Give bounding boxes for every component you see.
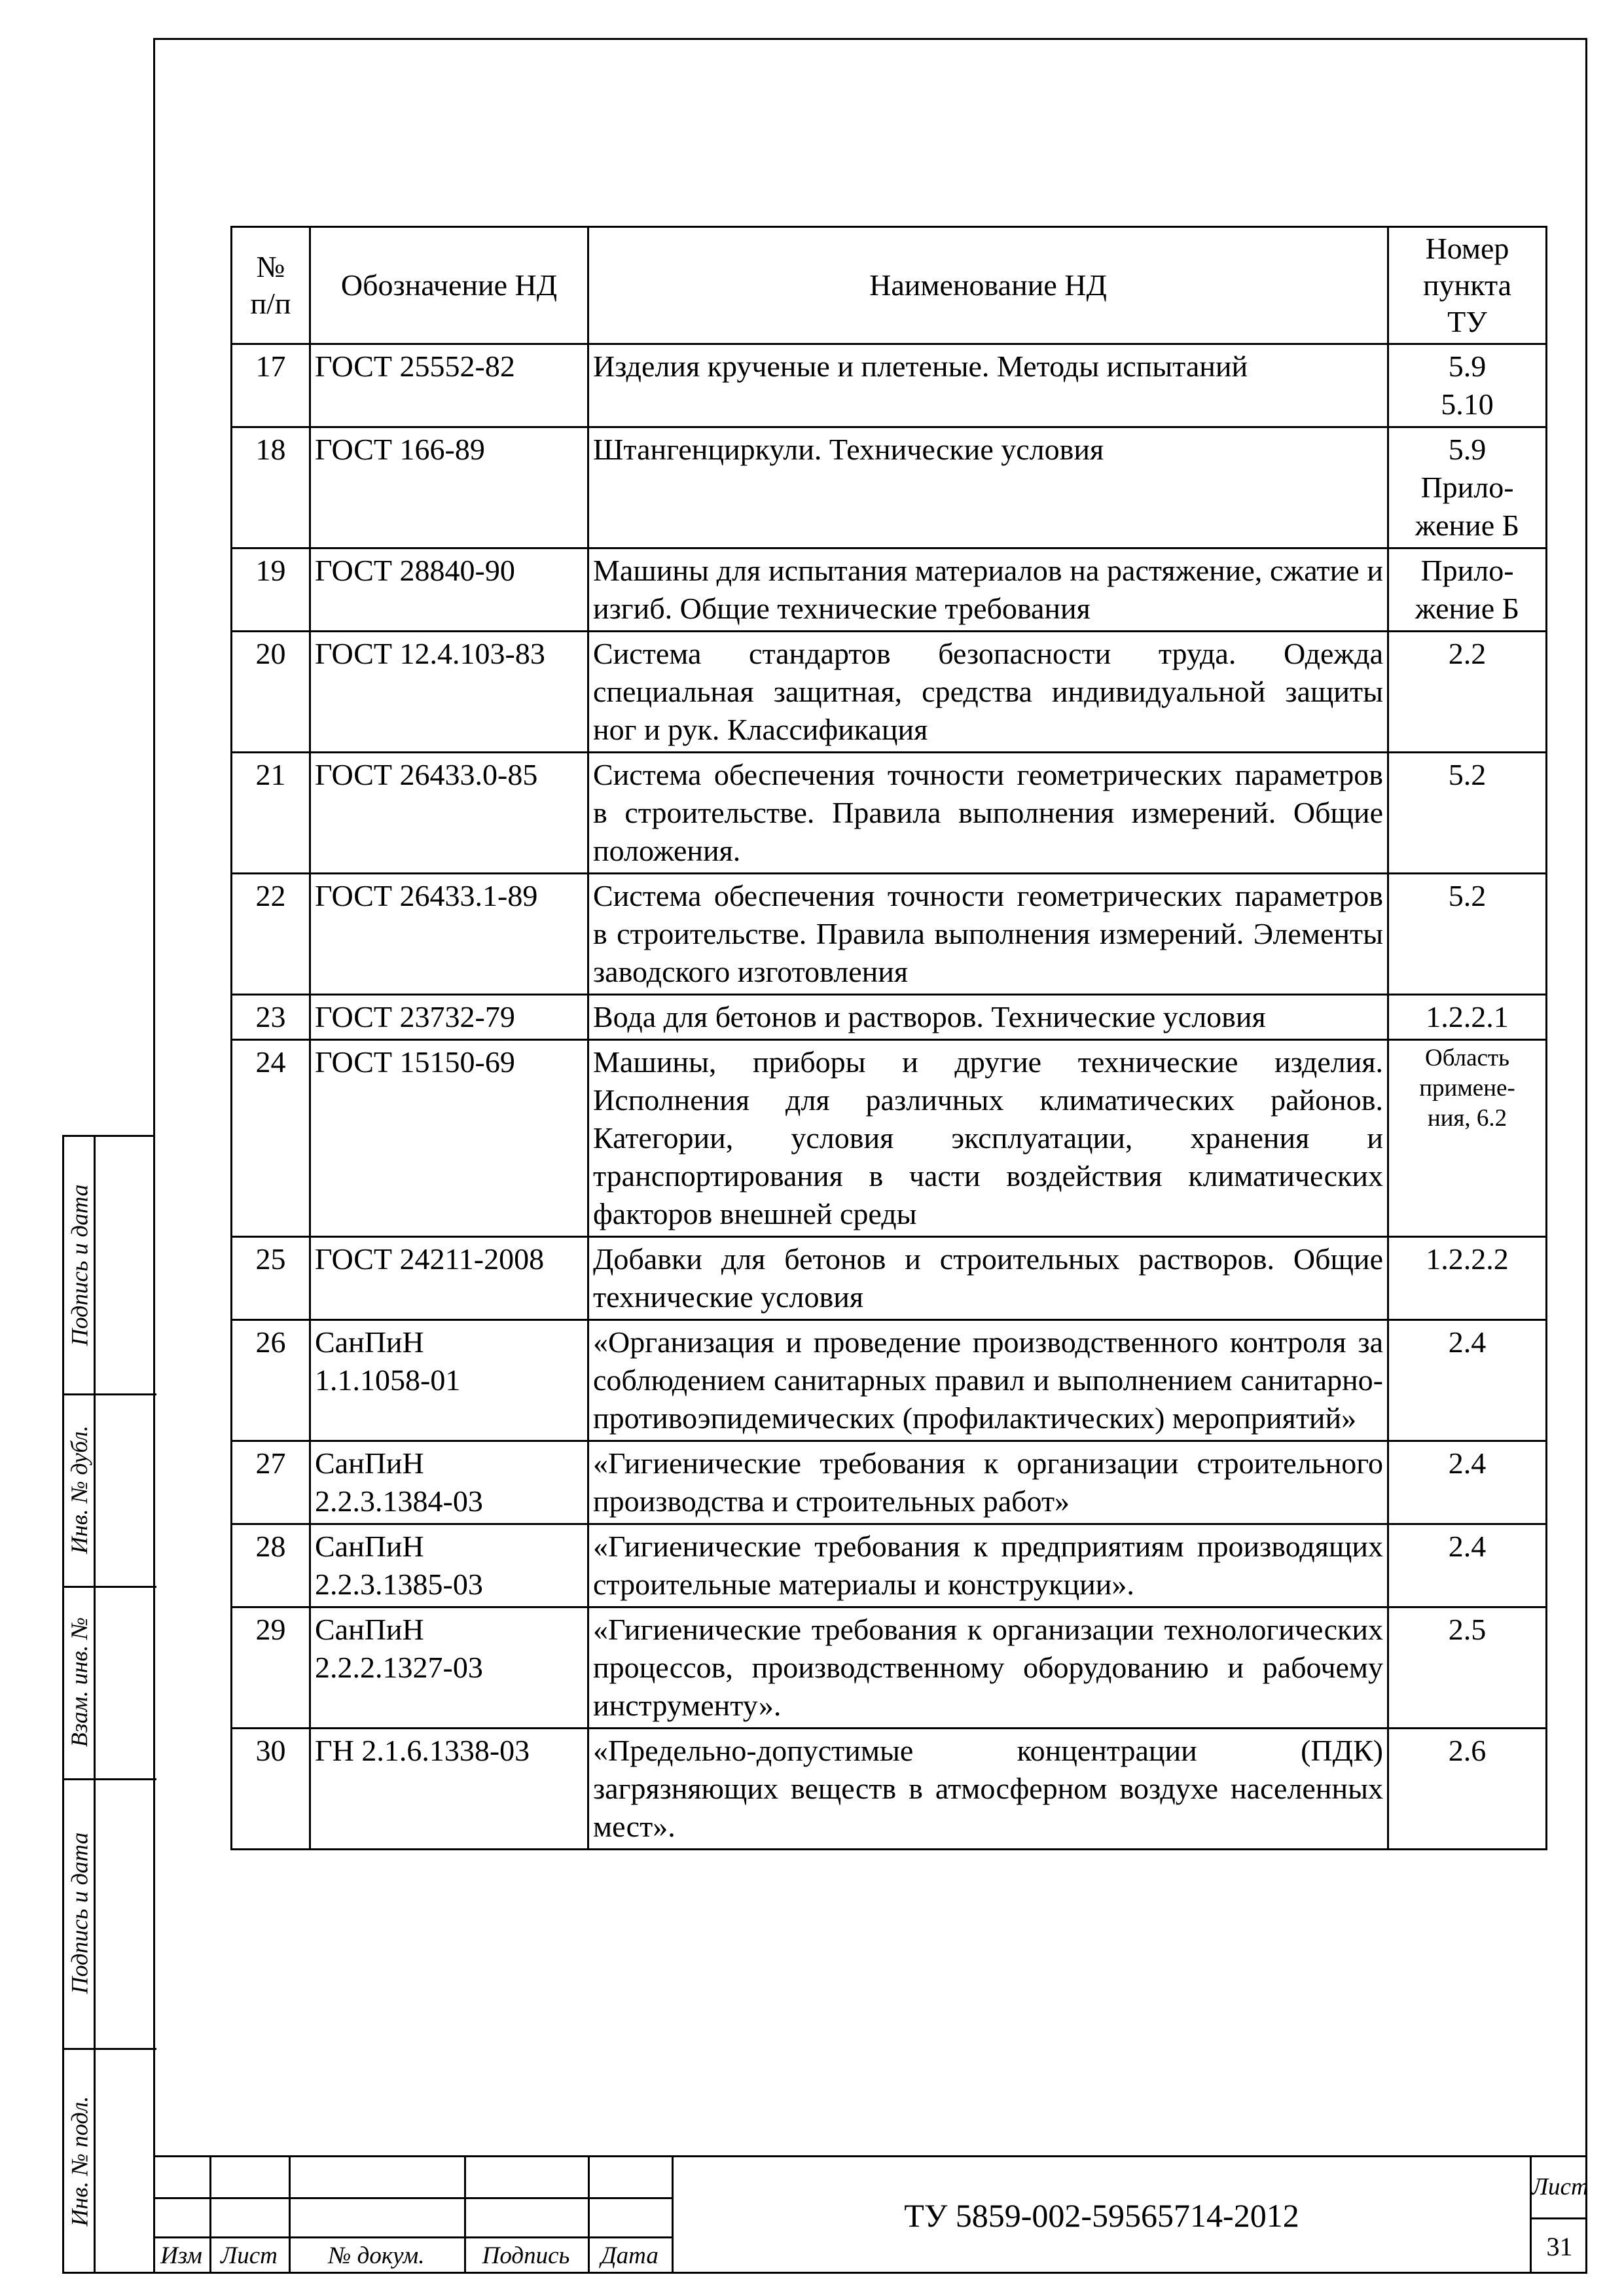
document-name-cell: Система стандартов безопасности труда. Одежда специальная защитная, средства индивидуальной защиты ног и рук. Классификация (588, 632, 1388, 753)
row-number: 25 (232, 1237, 310, 1320)
clause-line: жение Б (1415, 509, 1520, 542)
clause-line: ния, 6.2 (1427, 1105, 1507, 1132)
designation-line: ГОСТ 26433.0-85 (315, 758, 538, 791)
clause-line: 1.2.2.2 (1426, 1242, 1509, 1276)
designation-line: 2.2.3.1385-03 (315, 1568, 483, 1601)
table-row (232, 1729, 1547, 1850)
row-number: 18 (232, 427, 310, 548)
document-name-cell: «Организация и проведение производственного контроля за соблюдением санитарных правил и выполнением санитарно-противоэпидемических (профилактических) мероприятий» (588, 1320, 1388, 1441)
header-number: № п/п (232, 227, 310, 344)
document-designation-cell (310, 1237, 588, 1320)
document-name-cell: «Гигиенические требования к предприятиям производящих строительные материалы и конструкции». (588, 1524, 1388, 1607)
row-number: 19 (232, 548, 310, 632)
table-row (232, 1607, 1547, 1729)
clause-number-cell (1388, 1441, 1547, 1524)
table-row (232, 753, 1547, 874)
clause-number-cell (1388, 1040, 1547, 1237)
clause-line: примене- (1419, 1075, 1515, 1102)
table-row (232, 874, 1547, 995)
clause-line: 2.5 (1448, 1613, 1487, 1646)
designation-line: СанПиН (315, 1325, 424, 1359)
row-number: 20 (232, 632, 310, 753)
document-name-cell: Штангенциркули. Технические условия (588, 427, 1388, 548)
designation-line: ГОСТ 15150-69 (315, 1045, 515, 1079)
designation-line: ГОСТ 25552-82 (315, 350, 515, 383)
designation-line: СанПиН (315, 1530, 424, 1563)
table-row (232, 1040, 1547, 1237)
title-block (153, 2155, 1587, 2274)
clause-number-cell (1388, 1524, 1547, 1607)
sheet-label: Лист (1532, 2174, 1589, 2200)
document-name-cell: Машины для испытания материалов на растяжение, сжатие и изгиб. Общие технические требования (588, 548, 1388, 632)
row-number: 29 (232, 1607, 310, 1729)
row-number: 23 (232, 995, 310, 1040)
designation-line: ГОСТ 23732-79 (315, 1000, 515, 1033)
row-number: 26 (232, 1320, 310, 1441)
document-designation-cell (310, 1040, 588, 1237)
document-designation-cell (310, 874, 588, 995)
document-designation-cell (310, 632, 588, 753)
designation-line: ГОСТ 24211-2008 (315, 1242, 545, 1276)
strip-label-original-inv: Инв. № подл. (66, 2096, 92, 2226)
strip-label-dup-inv: Инв. № дубл. (66, 1425, 92, 1554)
document-name-cell: «Гигиенические требования к организации технологических процессов, производственному оборудованию и рабочему инструменту». (588, 1607, 1388, 1729)
document-designation-cell (310, 427, 588, 548)
document-designation-cell (310, 1524, 588, 1607)
table-row (232, 632, 1547, 753)
strip-label-replace-inv: Взам. инв. № (66, 1617, 93, 1748)
sheet-number: 31 (1546, 2232, 1573, 2261)
designation-line: 2.2.3.1384-03 (315, 1484, 483, 1518)
table-header-row (232, 227, 1547, 344)
clause-number-cell (1388, 1320, 1547, 1441)
document-name-cell: Система обеспечения точности геометрических параметров в строительстве. Правила выполнения измерений. Элементы заводского изготовления (588, 874, 1388, 995)
signature-label: Подпись (482, 2242, 570, 2269)
row-number: 21 (232, 753, 310, 874)
clause-number-cell (1388, 1729, 1547, 1850)
clause-line: 2.4 (1448, 1325, 1487, 1359)
designation-line: ГН 2.1.6.1338-03 (315, 1734, 530, 1767)
table-row (232, 1237, 1547, 1320)
row-number: 28 (232, 1524, 310, 1607)
clause-line: Область (1425, 1045, 1509, 1071)
table-row (232, 1524, 1547, 1607)
header-designation: Обозначение НД (310, 227, 588, 344)
izm-label: Изм (160, 2242, 202, 2269)
clause-line: 5.9 (1448, 350, 1487, 383)
designation-line: ГОСТ 26433.1-89 (315, 879, 538, 912)
row-number: 30 (232, 1729, 310, 1850)
list-label: Лист (221, 2242, 278, 2269)
table-row (232, 995, 1547, 1040)
clause-line: 5.10 (1441, 387, 1494, 421)
document-designation-cell (310, 1607, 588, 1729)
document-name-cell: Система обеспечения точности геометрических параметров в строительстве. Правила выполнения измерений. Общие положения. (588, 753, 1388, 874)
document-name-cell: Добавки для бетонов и строительных растворов. Общие технические условия (588, 1237, 1388, 1320)
designation-line: ГОСТ 12.4.103-83 (315, 637, 545, 670)
table-row (232, 344, 1547, 427)
document-name-cell: Изделия крученые и плетеные. Методы испытаний (588, 344, 1388, 427)
clause-line: 2.4 (1448, 1530, 1487, 1563)
document-name-cell: Машины, приборы и другие технические изделия. Исполнения для различных климатических районов. Категории, условия эксплуатации, хранения и транспортирования в части воздействия климатических факторов внешней среды (588, 1040, 1388, 1237)
clause-line: 5.2 (1448, 879, 1487, 912)
designation-line: СанПиН (315, 1613, 424, 1646)
row-number: 24 (232, 1040, 310, 1237)
clause-line: жение Б (1415, 592, 1520, 625)
document-designation-cell (310, 753, 588, 874)
clause-number-cell (1388, 874, 1547, 995)
clause-line: 2.4 (1448, 1446, 1487, 1480)
strip-label-signature-date-2: Подпись и дата (66, 1832, 92, 1994)
clause-line: 2.2 (1448, 637, 1487, 670)
clause-line: Прило- (1420, 471, 1514, 504)
table-row (232, 1320, 1547, 1441)
table-row (232, 427, 1547, 548)
clause-line: 5.9 (1448, 433, 1487, 466)
document-designation-cell (310, 1729, 588, 1850)
designation-line: ГОСТ 28840-90 (315, 554, 515, 587)
document-designation-cell (310, 1320, 588, 1441)
clause-line: Прило- (1420, 554, 1514, 587)
clause-line: 1.2.2.1 (1426, 1000, 1509, 1033)
side-stamp-strip (62, 1135, 154, 2274)
document-name-cell: «Гигиенические требования к организации строительного производства и строительных работ» (588, 1441, 1388, 1524)
document-name-cell: Вода для бетонов и растворов. Технические условия (588, 995, 1388, 1040)
document-designation: ТУ 5859-002-59565714-2012 (904, 2197, 1299, 2234)
clause-number-cell (1388, 344, 1547, 427)
clause-number-cell (1388, 632, 1547, 753)
document-designation-cell (310, 1441, 588, 1524)
clause-number-cell (1388, 1607, 1547, 1729)
row-number: 17 (232, 344, 310, 427)
clause-number-cell (1388, 1237, 1547, 1320)
document-designation-cell (310, 344, 588, 427)
header-clause: Номер пункта ТУ (1388, 227, 1547, 344)
document-designation-cell (310, 995, 588, 1040)
row-number: 22 (232, 874, 310, 995)
tb-divider (153, 2197, 672, 2199)
clause-number-cell (1388, 995, 1547, 1040)
doc-number-label: № докум. (328, 2242, 425, 2269)
clause-number-cell (1388, 548, 1547, 632)
normative-documents-table (230, 226, 1547, 1850)
table-row (232, 548, 1547, 632)
row-number: 27 (232, 1441, 310, 1524)
designation-line: 1.1.1058-01 (315, 1363, 461, 1397)
designation-line: СанПиН (315, 1446, 424, 1480)
designation-line: ГОСТ 166-89 (315, 433, 485, 466)
clause-line: 5.2 (1448, 758, 1487, 791)
document-name-cell: «Предельно-допустимые концентрации (ПДК) загрязняющих веществ в атмосферном воздухе населенных мест». (588, 1729, 1388, 1850)
clause-number-cell (1388, 427, 1547, 548)
header-name: Наименование НД (588, 227, 1388, 344)
document-designation-cell (310, 548, 588, 632)
table-row (232, 1441, 1547, 1524)
clause-line: 2.6 (1448, 1734, 1487, 1767)
designation-line: 2.2.2.1327-03 (315, 1651, 483, 1684)
date-label: Дата (601, 2242, 659, 2269)
clause-number-cell (1388, 753, 1547, 874)
strip-label-signature-date: Подпись и дата (66, 1184, 92, 1346)
